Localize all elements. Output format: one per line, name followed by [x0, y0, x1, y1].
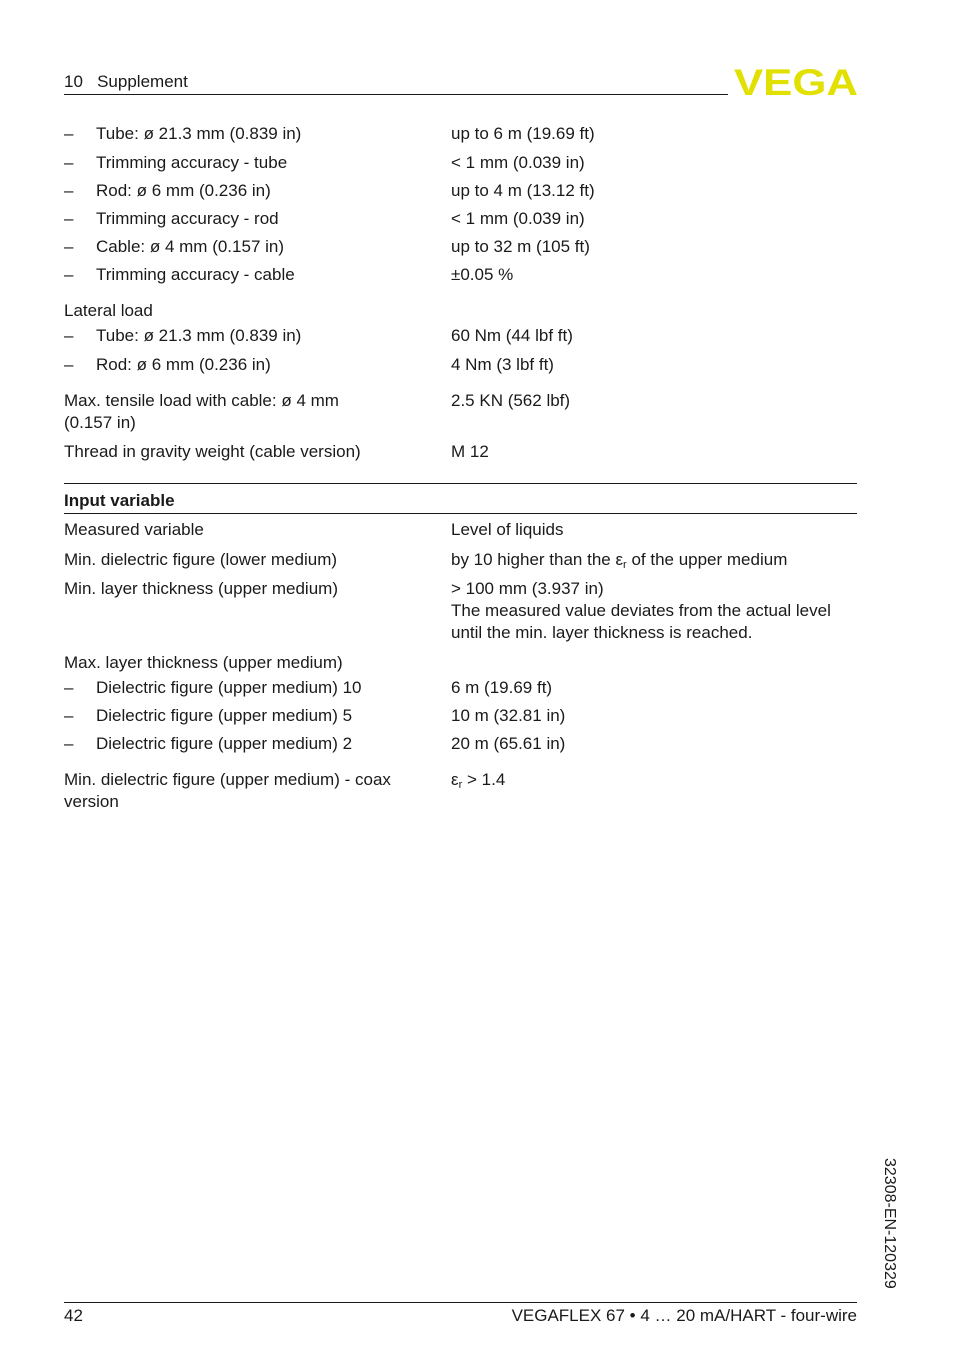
spec-value: ±0.05 % [451, 265, 514, 284]
tensile-label: Max. tensile load with cable: ø 4 mm (0.157 in) [64, 391, 339, 432]
footer-rule [64, 1302, 857, 1303]
thread-value: M 12 [451, 442, 489, 461]
spec-label: – Cable: ø 4 mm (0.157 in) [64, 237, 285, 256]
coax-value: $\varepsilon_r > 1.4$ [451, 770, 506, 791]
spec-label: – Dielectric figure (upper medium) 2 [64, 734, 353, 753]
spec-value: 20 m (65.61 in) [451, 734, 566, 753]
spec-value: 10 m (32.81 in) [451, 706, 566, 725]
spec-label: – Rod: ø 6 mm (0.236 in) [64, 355, 271, 374]
chapter-number: 10 [64, 72, 83, 91]
chapter-title: Supplement [97, 72, 188, 91]
document-number: 32308-EN-120329 [881, 1158, 898, 1289]
lateral-load-heading: Lateral load [64, 301, 153, 320]
header-rule [64, 94, 728, 95]
spec-label: – Trimming accuracy - cable [64, 265, 295, 284]
spec-value: up to 6 m (19.69 ft) [451, 124, 595, 143]
spec-value: up to 4 m (13.12 ft) [451, 181, 595, 200]
max-layer-heading: Max. layer thickness (upper medium) [64, 653, 343, 672]
spec-label: – Dielectric figure (upper medium) 5 [64, 706, 353, 725]
page-number: 42 [64, 1306, 83, 1325]
spec-value: 60 Nm (44 lbf ft) [451, 326, 573, 345]
spec-label: – Rod: ø 6 mm (0.236 in) [64, 181, 271, 200]
coax-label: Min. dielectric figure (upper medium) - coax version [64, 770, 391, 811]
spec-label: – Tube: ø 21.3 mm (0.839 in) [64, 326, 302, 345]
footer-title: VEGAFLEX 67 • 4 … 20 mA/HART - four-wire [511, 1306, 857, 1325]
measured-variable-value: Level of liquids [451, 520, 564, 539]
spec-label: – Dielectric figure (upper medium) 10 [64, 678, 362, 697]
thread-label: Thread in gravity weight (cable version) [64, 442, 361, 461]
min-dielectric-value: by 10 higher than the $\varepsilon_r$ of the upper medium [451, 550, 788, 571]
min-dielectric-label: Min. dielectric figure (lower medium) [64, 550, 338, 569]
spec-value: < 1 mm (0.039 in) [451, 209, 585, 228]
section-rule-top [64, 483, 857, 484]
spec-value: 4 Nm (3 lbf ft) [451, 355, 554, 374]
spec-value: 6 m (19.69 ft) [451, 678, 553, 697]
section-rule-bottom [64, 513, 857, 514]
svg-text:VEGA: VEGA [734, 66, 858, 98]
spec-value: < 1 mm (0.039 in) [451, 153, 585, 172]
spec-label: – Trimming accuracy - tube [64, 153, 288, 172]
spec-label: – Trimming accuracy - rod [64, 209, 279, 228]
running-header [64, 72, 188, 92]
min-layer-value: > 100 mm (3.937 in) The measured value deviates from the actual level until the min. layer thickness is reached. [451, 579, 831, 642]
min-layer-label: Min. layer thickness (upper medium) [64, 579, 338, 598]
measured-variable-label: Measured variable [64, 520, 204, 539]
spec-value: up to 32 m (105 ft) [451, 237, 590, 256]
section-title: Input variable [64, 491, 175, 510]
vega-logo [734, 66, 858, 98]
tensile-value: 2.5 KN (562 lbf) [451, 391, 571, 410]
spec-label: – Tube: ø 21.3 mm (0.839 in) [64, 124, 302, 143]
